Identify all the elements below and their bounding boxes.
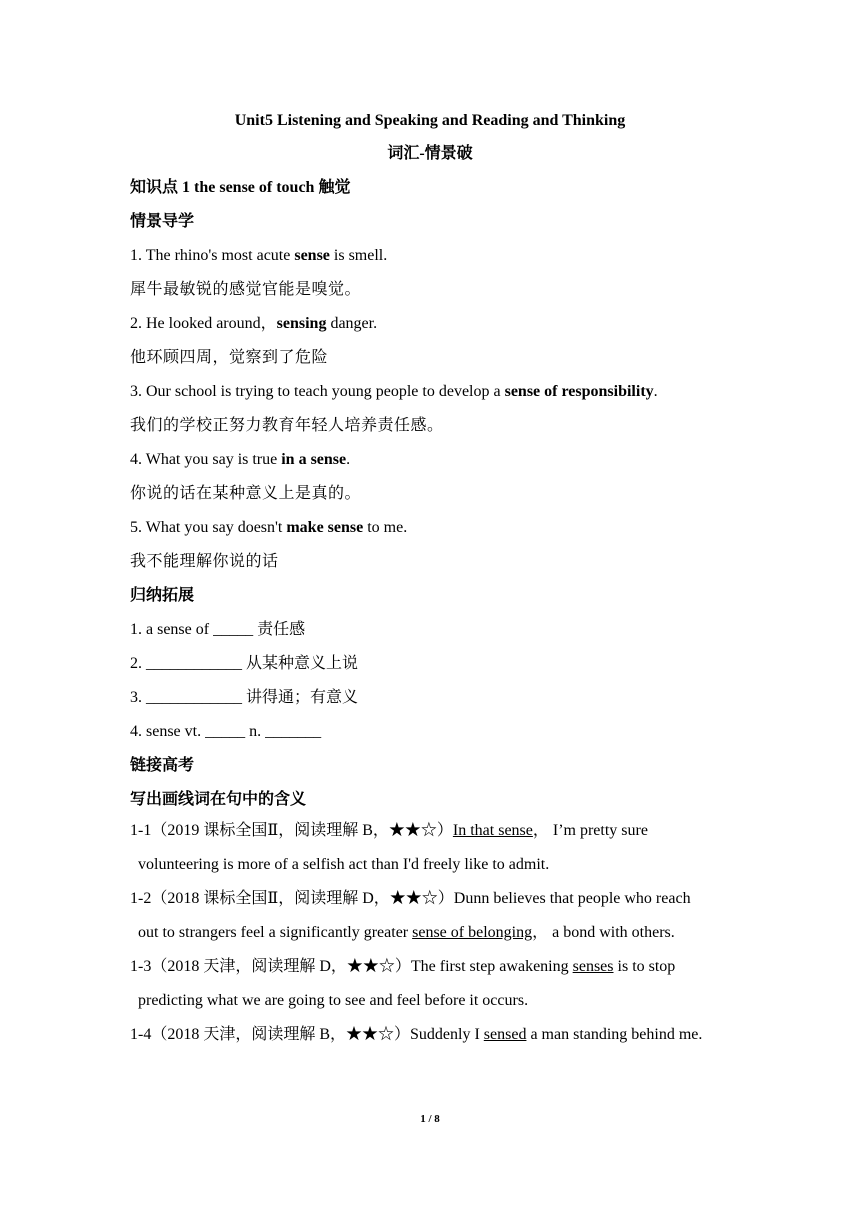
example-keyword: sensing — [276, 315, 327, 332]
summary-item: 3. ____________ 讲得通；有意义 — [130, 689, 359, 706]
example-sentence — [130, 311, 730, 337]
example-text: 3. Our school is trying to teach young people to develop a — [130, 383, 505, 400]
page-content — [130, 108, 730, 1052]
section-situation-heading: 情景导学 — [130, 213, 195, 230]
section-task-heading: 写出画线词在句中的含义 — [130, 791, 307, 808]
question-text: ， a bond with others. — [532, 924, 675, 941]
summary-item: 2. ____________ 从某种意义上说 — [130, 655, 359, 672]
example-translation: 我不能理解你说的话 — [130, 553, 279, 570]
example-translation: 犀牛最敏锐的感觉官能是嗅觉。 — [130, 281, 362, 298]
example-text: . — [653, 383, 658, 400]
question-text: 1-3（2018 天津，阅读理解 D，★★☆）The first step awakening — [130, 958, 573, 975]
question-underlined-phrase: sensed — [483, 1026, 527, 1043]
document-subtitle: 词汇-情景破 — [387, 145, 473, 162]
question-line — [130, 1018, 730, 1052]
example-sentence — [130, 447, 730, 473]
question-text: 1-4（2018 天津，阅读理解 B，★★☆）Suddenly I — [130, 1026, 484, 1043]
example-text: danger. — [326, 315, 378, 332]
question-text: volunteering is more of a selfish act than I'd freely like to admit. — [138, 856, 550, 873]
example-keyword: in a sense — [281, 451, 347, 468]
exam-question — [130, 814, 730, 882]
summary-item: 4. sense vt. _____ n. _______ — [130, 723, 322, 740]
question-text: 1-2（2018 课标全国Ⅱ，阅读理解 D，★★☆）Dunn believes that people who reach — [130, 890, 691, 907]
example-text: is smell. — [329, 247, 388, 264]
page-number: 1 / 8 — [420, 1113, 440, 1125]
question-line-continued — [130, 916, 730, 950]
question-text: ， I’m pretty sure — [532, 822, 648, 839]
question-text: a man standing behind me. — [526, 1026, 703, 1043]
document-title: Unit5 Listening and Speaking and Reading and Thinking — [234, 112, 626, 129]
question-text: out to strangers feel a significantly greater — [138, 924, 413, 941]
example-sentence — [130, 515, 730, 541]
question-line-continued — [130, 848, 730, 882]
question-text: predicting what we are going to see and feel before it occurs. — [138, 992, 529, 1009]
knowledge-point-prefix: 知识点 1 — [130, 179, 195, 196]
example-text: . — [346, 451, 351, 468]
question-line — [130, 882, 730, 916]
question-underlined-phrase: In that sense — [452, 822, 533, 839]
exam-question — [130, 1018, 730, 1052]
knowledge-point-topic: the sense of touch 触觉 — [194, 179, 351, 196]
section-summary-heading: 归纳拓展 — [130, 587, 195, 604]
question-text: is to stop — [613, 958, 676, 975]
exam-question — [130, 882, 730, 950]
example-text: 4. What you say is true — [130, 451, 282, 468]
example-keyword: make sense — [286, 519, 364, 536]
summary-item: 1. a sense of _____ 责任感 — [130, 621, 306, 638]
example-text: to me. — [363, 519, 408, 536]
question-line — [130, 814, 730, 848]
example-translation: 你说的话在某种意义上是真的。 — [130, 485, 362, 502]
example-text: 5. What you say doesn't — [130, 519, 287, 536]
example-keyword: sense of responsibility — [504, 383, 654, 400]
example-translation: 他环顾四周，觉察到了危险 — [130, 349, 329, 366]
question-text: 1-1（2019 课标全国Ⅱ，阅读理解 B，★★☆） — [130, 822, 453, 839]
example-sentence — [130, 243, 730, 269]
example-translation: 我们的学校正努力教育年轻人培养责任感。 — [130, 417, 444, 434]
knowledge-point-heading — [130, 175, 730, 201]
exam-question — [130, 950, 730, 1018]
question-line — [130, 950, 730, 984]
question-underlined-phrase: senses — [572, 958, 614, 975]
question-underlined-phrase: sense of belonging — [412, 924, 533, 941]
example-sentence — [130, 379, 730, 405]
question-line-continued — [130, 984, 730, 1018]
example-text: 1. The rhino's most acute — [130, 247, 295, 264]
section-exam-heading: 链接高考 — [130, 757, 195, 774]
example-keyword: sense — [294, 247, 330, 264]
example-text: 2. He looked around， — [130, 315, 277, 332]
